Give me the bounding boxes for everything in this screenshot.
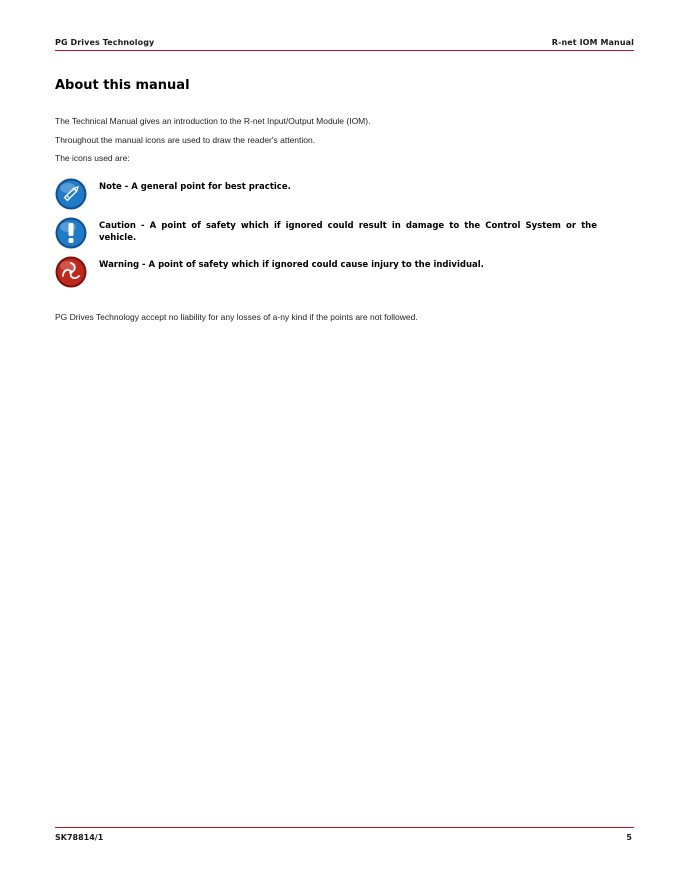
caution-text: Caution - A point of safety which if ignored could result in damage to the Control System or the vehicle.: [99, 221, 597, 243]
page-header: [55, 36, 634, 51]
note-text: Note - A general point for best practice.: [99, 182, 291, 192]
intro-paragraph-1: The Technical Manual gives an introduction to the R-net Input/Output Module (IOM).: [55, 116, 371, 126]
disclaimer: PG Drives Technology accept no liability for any losses of a-ny kind if the points are not followed.: [55, 312, 418, 322]
page-footer: [55, 827, 634, 844]
warning-symbol-icon: [55, 256, 87, 288]
intro-paragraph-2: Throughout the manual icons are used to draw the reader's attention.: [55, 135, 316, 145]
header-manual-title: R-net IOM Manual: [551, 38, 634, 47]
document-number: SK78814/1: [55, 833, 104, 842]
warning-text: Warning - A point of safety which if ignored could cause injury to the individual.: [99, 260, 484, 270]
section-title: About this manual: [55, 78, 190, 93]
pencil-icon: [55, 178, 87, 210]
intro-paragraph-3: The icons used are:: [55, 153, 130, 163]
page-number: 5: [626, 833, 632, 842]
exclamation-icon: [55, 217, 87, 249]
header-company: PG Drives Technology: [55, 38, 155, 47]
